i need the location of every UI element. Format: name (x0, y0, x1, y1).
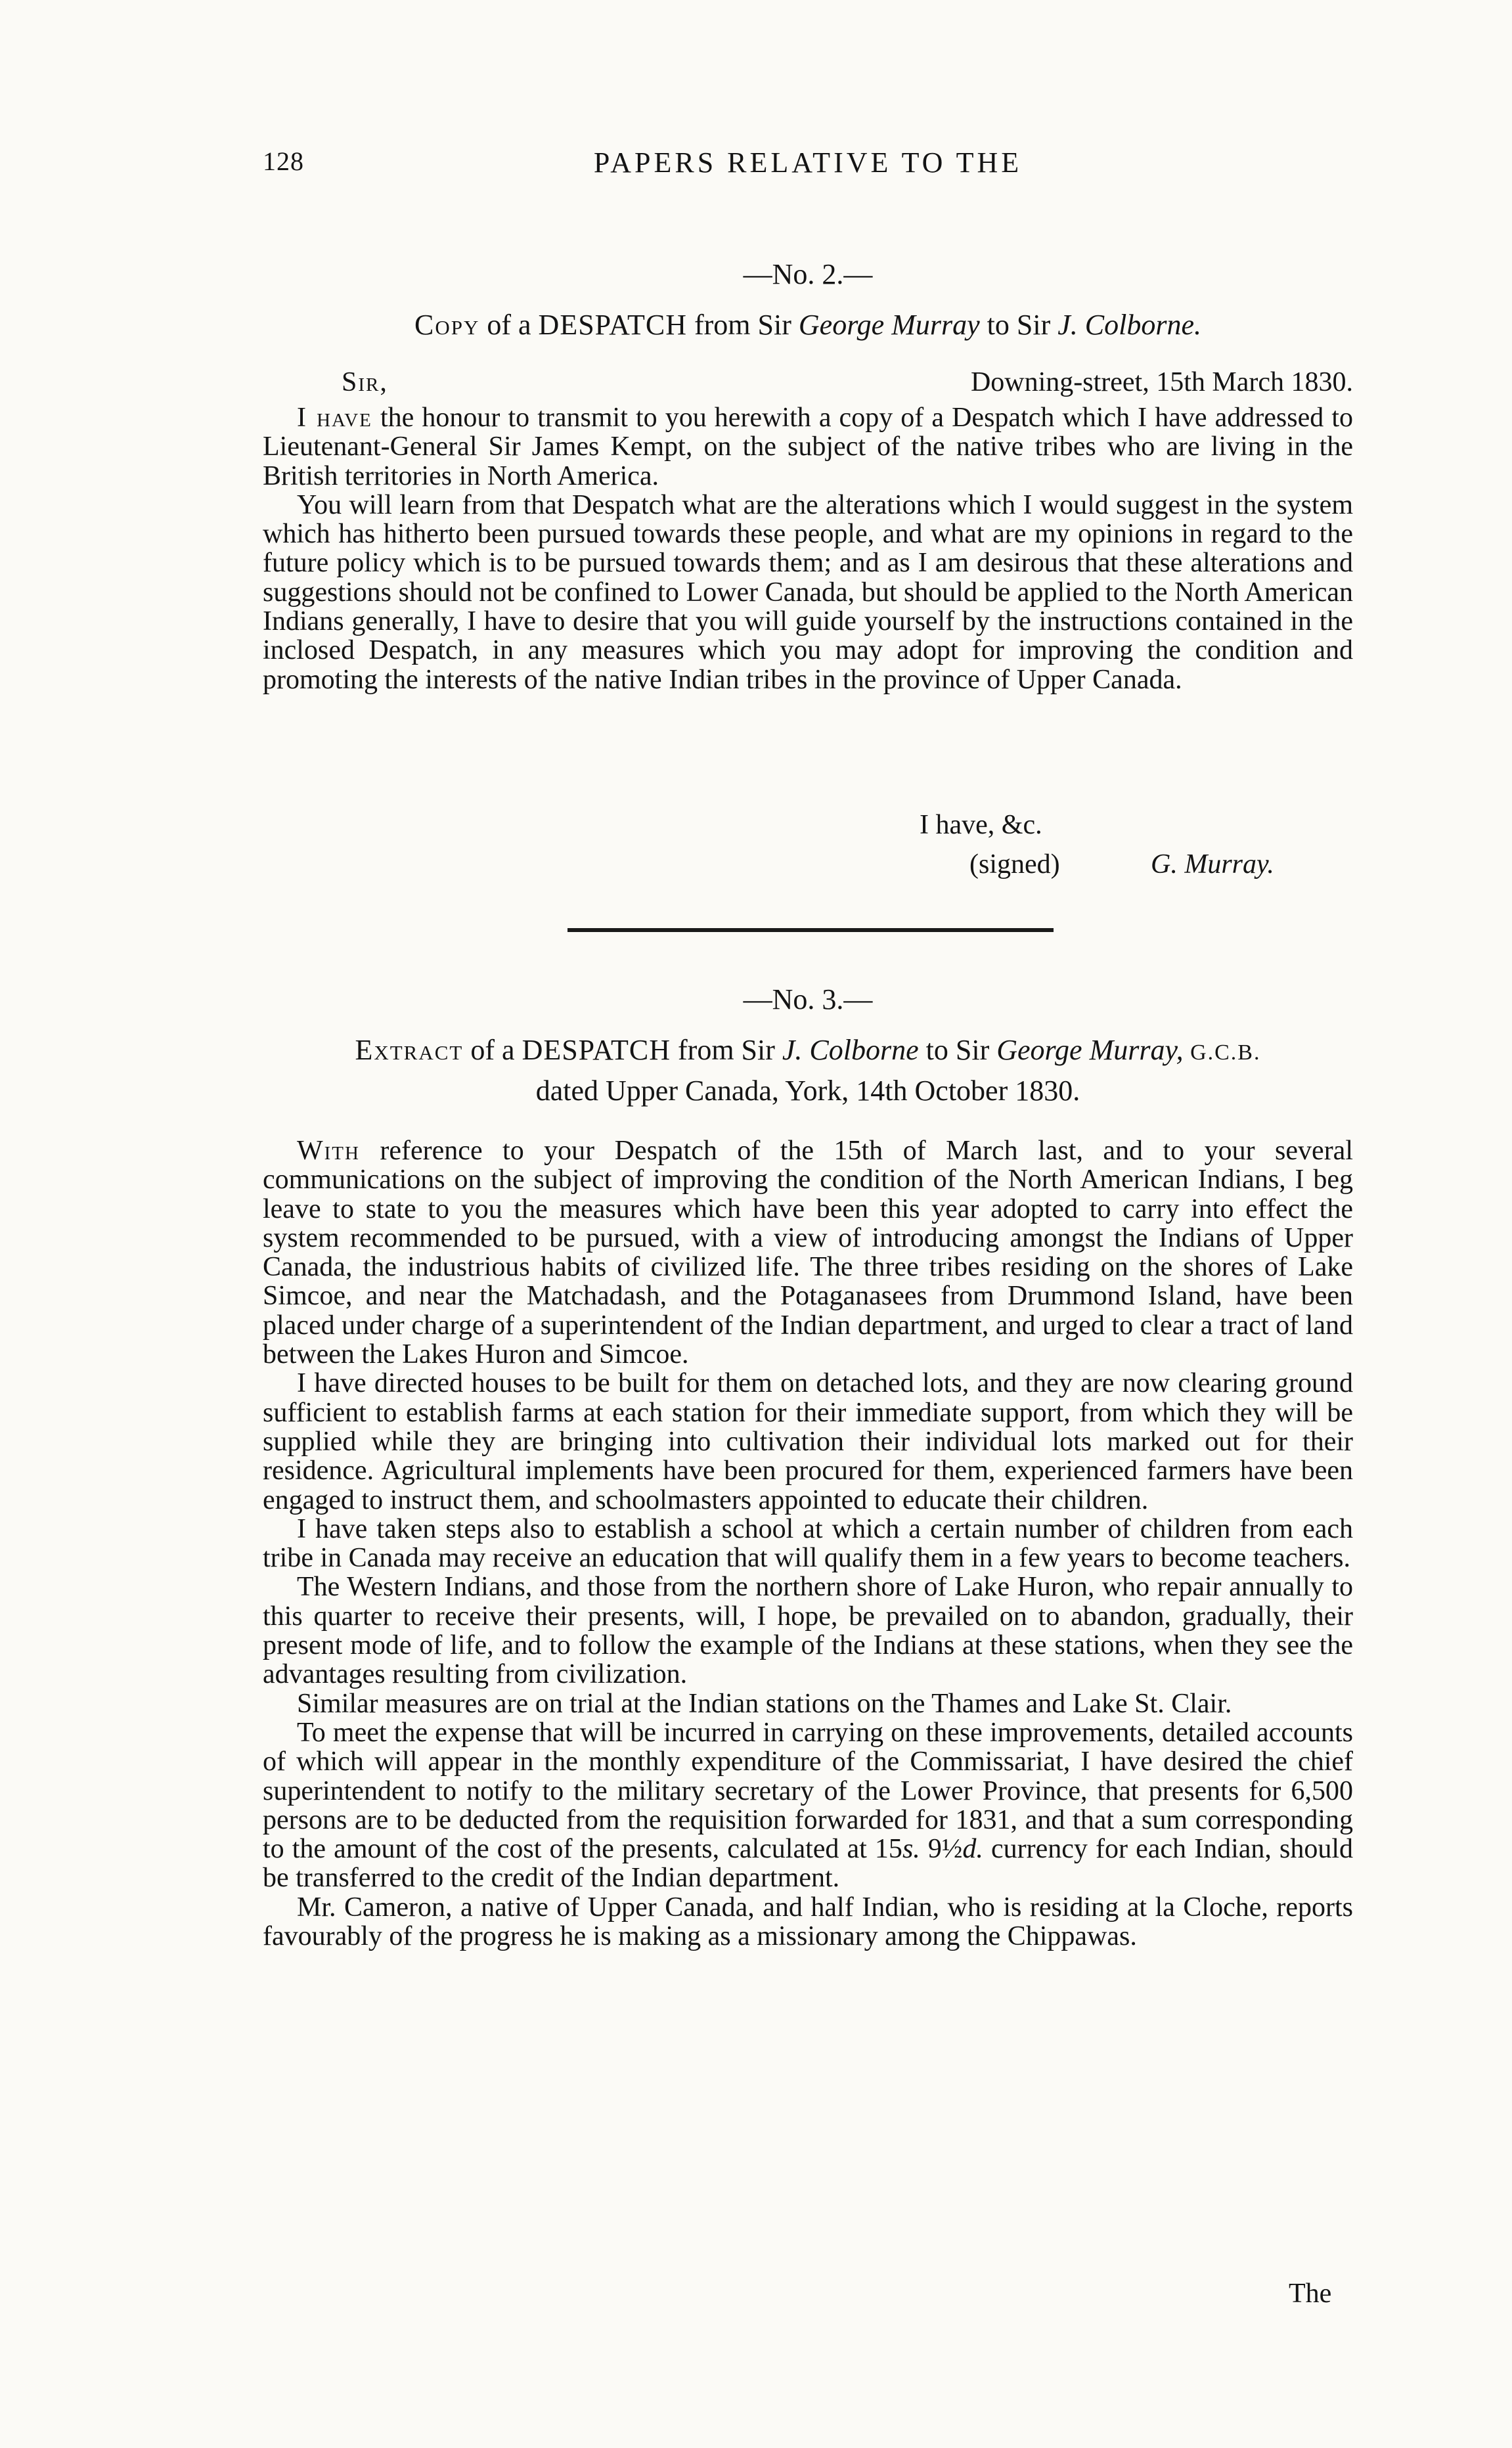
title-lead: Extract (355, 1034, 464, 1066)
place-date: Downing-street, 15th March 1830. (970, 367, 1353, 397)
paragraph: I have directed houses to be built for them on detached lots, and they are now clearing ground sufficient to establish farms at each station for their immediate support, from which they will be supplied while they are bringing into cultivation their individual lots marked out for their residence. Agricultural implements have been procured for them, experienced farmers have been engaged to instruct them, and schoolmasters appointed to educate their children. (263, 1368, 1353, 1515)
title-sender: George Murray (798, 309, 980, 341)
title-text: from Sir (671, 1034, 782, 1066)
document-title-2 (276, 306, 1340, 344)
shillings-unit: s. (902, 1834, 920, 1865)
document-number-2: —No. 2.— (743, 258, 873, 290)
title-text: of a (463, 1034, 522, 1066)
title-recipient: J. Colborne. (1057, 309, 1201, 341)
paragraph: Mr. Cameron, a native of Upper Canada, and half Indian, who is residing at la Cloche, reports favourably of the progress he is making as a missionary among the Chippawas. (263, 1892, 1353, 1952)
title-kind: DESPATCH (522, 1034, 671, 1066)
document-number-3: —No. 3.— (743, 983, 873, 1015)
paragraph: The Western Indians, and those from the northern shore of Lake Huron, who repair annually to this quarter to receive their presents, will, I hope, be prevailed on to abandon, gradually, their present mode of life, and to follow the example of the Indians at these stations, when they see the advantages resulting from civilization. (263, 1572, 1353, 1690)
signature: G. Murray. (1151, 849, 1274, 879)
title-sender: J. Colborne (782, 1034, 919, 1066)
running-title: PAPERS RELATIVE TO THE (593, 146, 1023, 179)
title-text: of a (479, 309, 539, 341)
paragraph (263, 1136, 1353, 1369)
document-2-body (263, 403, 1353, 694)
title-dateline: dated Upper Canada, York, 14th October 1830. (535, 1075, 1080, 1107)
paragraph-text: currency for each Indian, should be transferred to the credit of the Indian department. (263, 1834, 1353, 1894)
document-title-3 (276, 1031, 1340, 1110)
paragraph-text: 9½ (920, 1834, 963, 1865)
section-divider (567, 928, 1054, 932)
paragraph-text: the honour to transmit to you herewith a copy of a Despatch which I have addressed to Lieutenant-General Sir James Kempt, on the subject of the native tribes who are living in the British territories in North America. (263, 403, 1353, 491)
paragraph-lead: With (297, 1136, 360, 1166)
title-text: to Sir (979, 309, 1058, 341)
document-3-body (263, 1136, 1353, 1951)
paragraph (263, 403, 1353, 491)
salutation: Sir, (342, 367, 388, 397)
paragraph-text: reference to your Despatch of the 15th of March last, and to your several communications on the subject of improving the condition of the North American Indians, I beg leave to state to you the measures which have been this year adopted to carry into effect the system recommended to be pursued, with a view of introducing amongst the Indians of Upper Canada, the industrious habits of civilized life. The three tribes residing on the shores of Lake Simcoe, and near the Matchadash, and the Potaganasees from Drummond Island, have been placed under charge of a superintendent of the Indian department, and urged to clear a tract of land between the Lakes Huron and Simcoe. (263, 1136, 1353, 1370)
title-text: to Sir (918, 1034, 997, 1066)
page-number: 128 (263, 146, 304, 176)
paragraph-lead: I have (297, 403, 372, 433)
page-header (263, 146, 1353, 185)
title-text: from Sir (687, 309, 799, 341)
paragraph: I have taken steps also to establish a school at which a certain number of children from each tribe in Canada may receive an education that will qualify them in a few years to become teachers. (263, 1513, 1353, 1574)
paragraph: Similar measures are on trial at the Indian stations on the Thames and Lake St. Clair. (297, 1688, 1232, 1719)
catchword: The (1289, 2279, 1332, 2309)
title-honour: G.C.B. (1183, 1040, 1261, 1065)
title-kind: DESPATCH (538, 309, 687, 341)
paragraph: You will learn from that Despatch what are the alterations which I would suggest in the system which has hitherto been pursued towards these people, and what are my opinions in regard to the future policy which is to be pursued towards them; and as I am desirous that these alterations and suggestions should not be confined to Lower Canada, but should be applied to the North American Indians generally, I have to desire that you will guide yourself by the instructions contained in the inclosed Despatch, in any measures which you may adopt for improving the condition and promoting the interests of the native Indian tribes in the province of Upper Canada. (263, 489, 1353, 695)
title-lead: Copy (414, 309, 480, 341)
closing: I have, &c. (920, 810, 1042, 840)
paragraph-text: To meet the expense that will be incurred in carrying on these improvements, detailed accounts of which will appear in the monthly expenditure of the Commissariat, I have desired the chief superintendent to notify to the military secretary of the Lower Province, that presents for 6,500 persons are to be deducted from the requisition forwarded for 1831, and that a sum corresponding to the amount of the cost of the presents, calculated at 15 (263, 1717, 1353, 1865)
title-recipient: George Murray, (996, 1034, 1184, 1066)
paragraph (263, 1718, 1353, 1893)
pence-unit: d. (962, 1834, 983, 1865)
signed-label: (signed) (969, 849, 1060, 879)
